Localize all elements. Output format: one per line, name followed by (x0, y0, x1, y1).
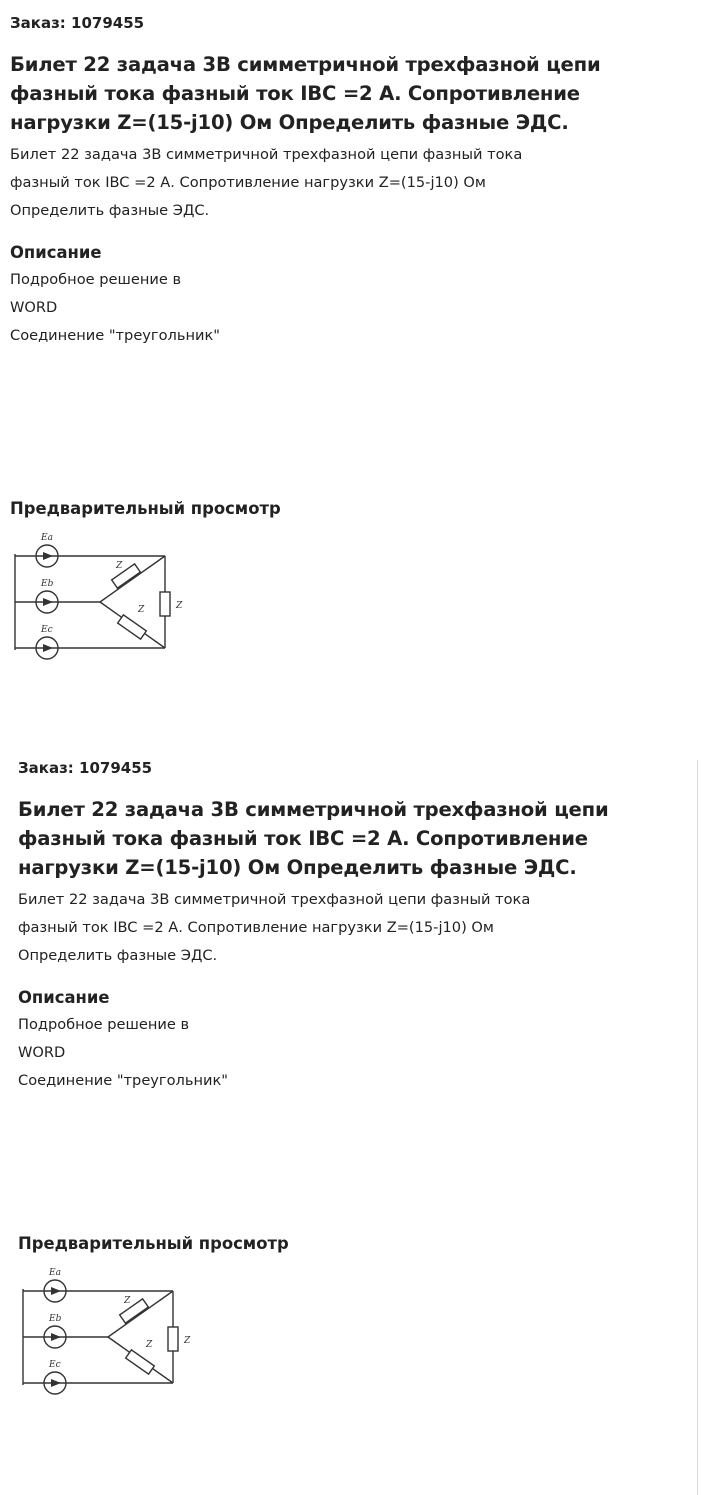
order-number: Заказ: 1079455 (10, 14, 145, 32)
description-heading: Описание (10, 243, 102, 262)
short-description (10, 141, 690, 225)
title-line: фазный тока фазный ток IBC =2 А. Сопротивление (18, 827, 588, 850)
desc-line: Определить фазные ЭДС. (18, 947, 218, 964)
solution-note (18, 1011, 690, 1067)
resistor-bc (126, 1350, 155, 1374)
label-eb: Eb (41, 579, 54, 589)
label-z: Z (116, 561, 123, 571)
label-z: Z (146, 1340, 153, 1350)
preview-heading: Предварительный просмотр (10, 499, 281, 518)
solution-line: WORD (10, 299, 58, 316)
preview-heading: Предварительный просмотр (18, 1234, 289, 1253)
page-title (18, 795, 690, 882)
label-ea: Ea (49, 1268, 61, 1278)
label-z: Z (138, 605, 145, 615)
circuit-preview (10, 530, 210, 670)
label-ec: Ec (41, 625, 53, 635)
product-card-repeat (18, 745, 690, 1405)
solution-line: Подробное решение в (18, 1016, 190, 1033)
short-description (18, 886, 690, 970)
desc-line: Определить фазные ЭДС. (10, 202, 210, 219)
solution-line: Подробное решение в (10, 271, 182, 288)
product-card (10, 0, 690, 670)
title-line: нагрузки Z=(15-j10) Ом Определить фазные ЭДС. (10, 111, 569, 134)
desc-line: Билет 22 задача 3В симметричной трехфазной цепи фазный тока (10, 146, 523, 163)
title-line: Билет 22 задача 3В симметричной трехфазной цепи (18, 798, 609, 821)
title-line: Билет 22 задача 3В симметричной трехфазной цепи (10, 53, 601, 76)
page-title (10, 50, 690, 137)
desc-line: фазный ток IBC =2 А. Сопротивление нагрузки Z=(15-j10) Ом (10, 174, 486, 191)
label-ea: Ea (41, 533, 53, 543)
label-z: Z (184, 1336, 191, 1346)
solution-line: WORD (18, 1044, 66, 1061)
label-z: Z (176, 601, 183, 611)
resistor-ca (168, 1327, 178, 1351)
page-divider (697, 760, 698, 1495)
connection-note: Соединение "треугольник" (18, 1072, 229, 1089)
title-line: фазный тока фазный ток IBC =2 А. Сопротивление (10, 82, 580, 105)
resistor-ca (160, 592, 170, 616)
connection-note: Соединение "треугольник" (10, 327, 221, 344)
resistor-bc (118, 615, 147, 639)
label-ec: Ec (49, 1360, 61, 1370)
desc-line: фазный ток IBC =2 А. Сопротивление нагрузки Z=(15-j10) Ом (18, 919, 494, 936)
order-number: Заказ: 1079455 (18, 759, 153, 777)
title-line: нагрузки Z=(15-j10) Ом Определить фазные ЭДС. (18, 856, 577, 879)
circuit-preview (18, 1265, 218, 1405)
desc-line: Билет 22 задача 3В симметричной трехфазной цепи фазный тока (18, 891, 531, 908)
solution-note (10, 266, 690, 322)
label-eb: Eb (49, 1314, 62, 1324)
description-heading: Описание (18, 988, 110, 1007)
label-z: Z (124, 1296, 131, 1306)
